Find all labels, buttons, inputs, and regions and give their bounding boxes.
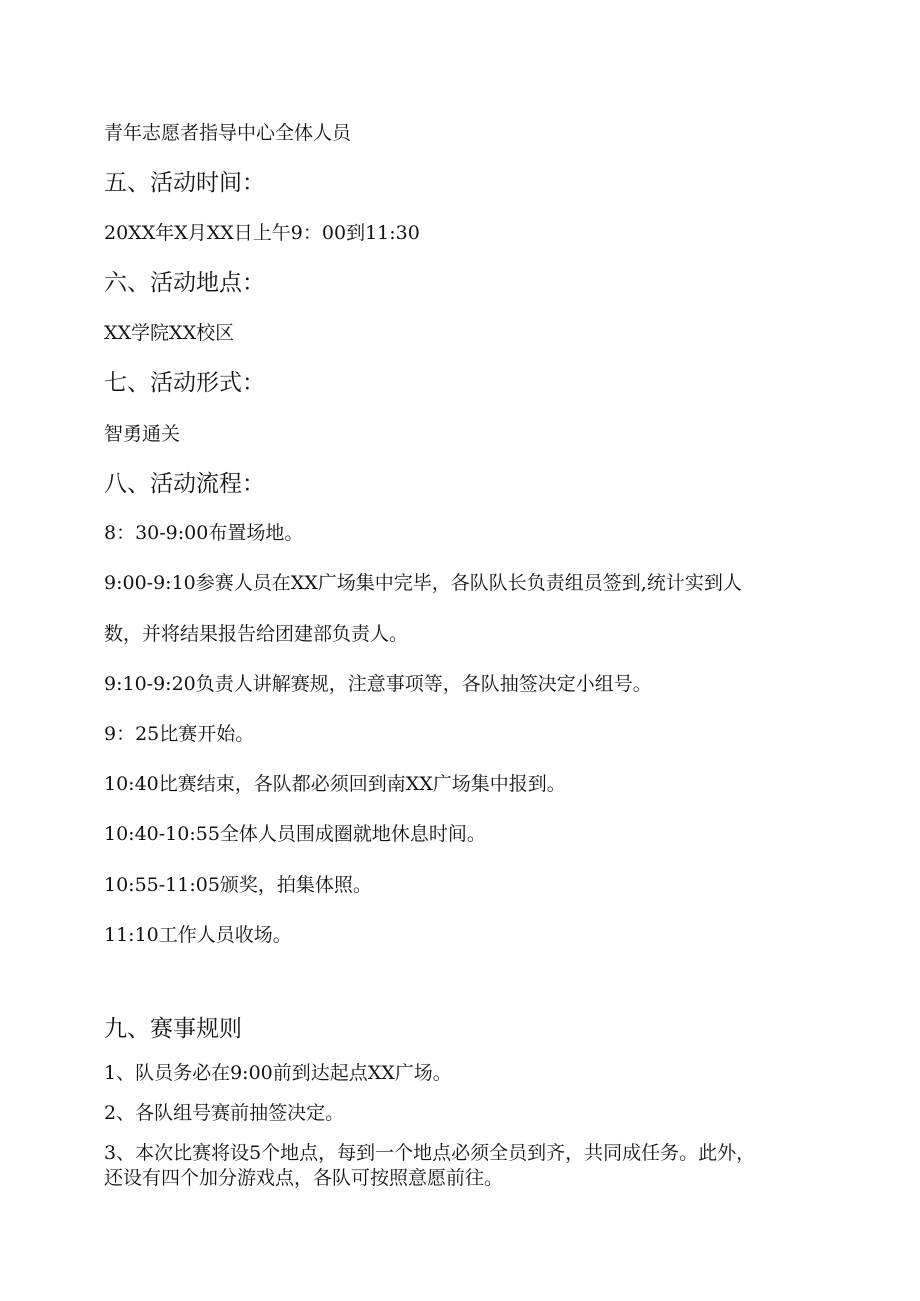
section-5-heading: 五、活动时间： — [104, 170, 265, 196]
flow-item: 9:00-9:10参赛人员在XX广场集中完毕，各队队长负责组员签到,统计实到人 — [104, 572, 742, 594]
flow-item: 8：30-9:00布置场地。 — [104, 522, 304, 544]
activity-time-text: 20XX年X月XX日上午9：00到11:30 — [104, 222, 420, 244]
participants-text: 青年志愿者指导中心全体人员 — [104, 122, 352, 144]
rule-item: 2、各队组号赛前抽签决定。 — [104, 1102, 345, 1124]
activity-location-text: XX学院XX校区 — [104, 322, 235, 344]
rule-item-continuation: 还设有四个加分游戏点，各队可按照意愿前往。 — [104, 1167, 504, 1189]
flow-item: 9:10-9:20负责人讲解赛规，注意事项等，各队抽签决定小组号。 — [104, 673, 652, 695]
section-6-heading: 六、活动地点： — [104, 270, 265, 296]
flow-item: 10:55-11:05颁奖，拍集体照。 — [104, 874, 372, 896]
rule-item: 3、本次比赛将设5个地点，每到一个地点必须全员到齐，共同成任务。此外， — [104, 1142, 756, 1164]
flow-item-continuation: 数，并将结果报告给团建部负责人。 — [104, 623, 409, 645]
flow-item: 9：25比赛开始。 — [104, 723, 255, 745]
flow-item: 10:40比赛结束，各队都必须回到南XX广场集中报到。 — [104, 773, 566, 795]
activity-format-text: 智勇通关 — [104, 423, 181, 445]
section-7-heading: 七、活动形式： — [104, 370, 265, 396]
section-8-heading: 八、活动流程： — [104, 471, 265, 497]
flow-item: 11:10工作人员收场。 — [104, 924, 292, 946]
flow-item: 10:40-10:55全体人员围成圈就地休息时间。 — [104, 823, 486, 845]
section-9-heading: 九、赛事规则 — [104, 1016, 242, 1042]
rule-item: 1、队员务必在9:00前到达起点XX广场。 — [104, 1062, 452, 1084]
